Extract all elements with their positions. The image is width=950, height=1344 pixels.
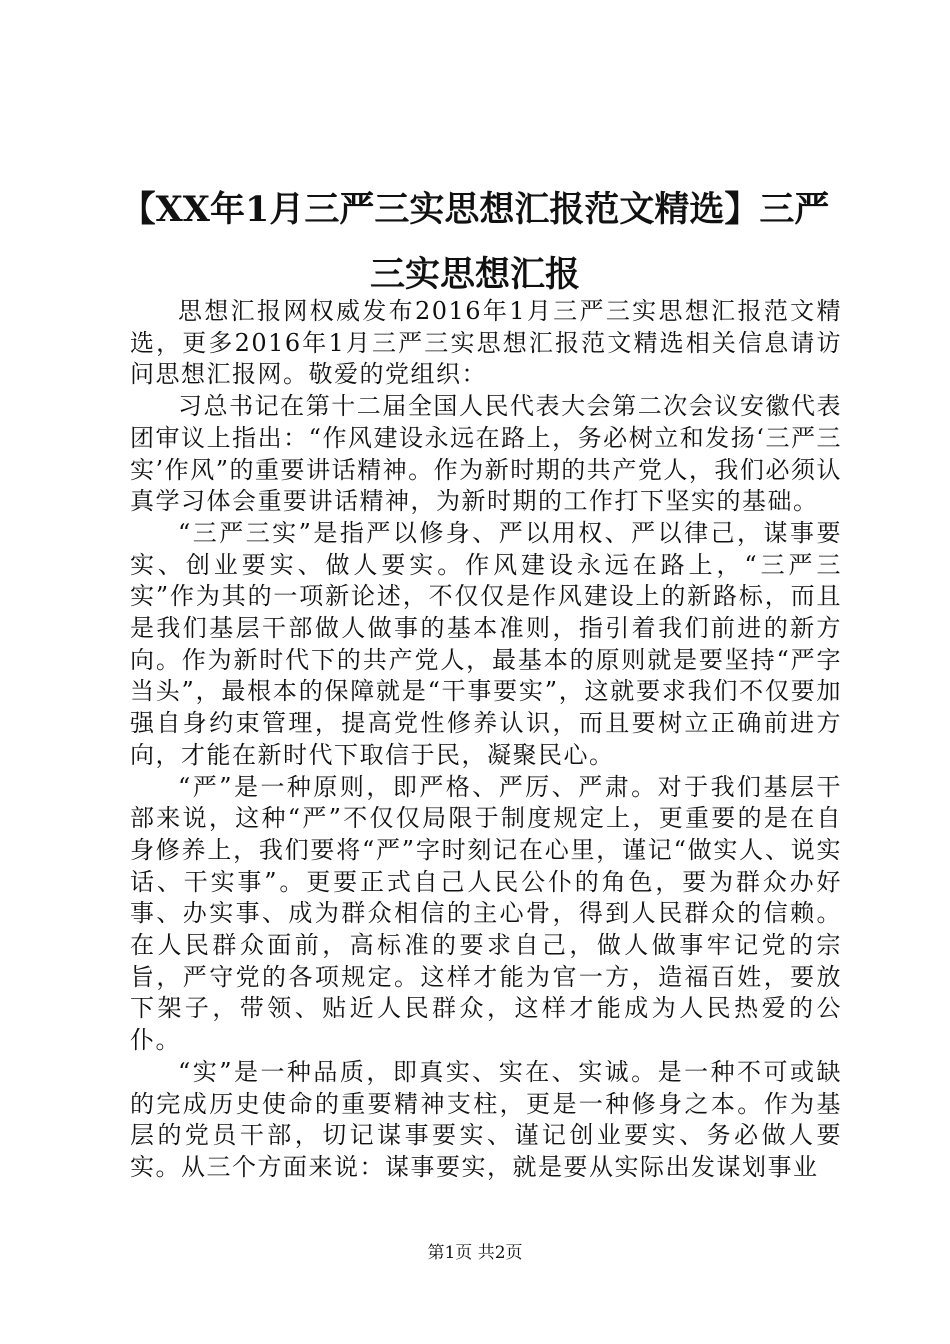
paragraph-practical: “实”是一种品质，即真实、实在、实诚。是一种不可或缺的完成历史使命的重要精神支柱，更是一种修身之本。作为基层的党员干部，切记谋事要实、谨记创业要实、务必做人要实。从三个方面来说：谋事要实，就是要从实际出发谋划事业 [130, 1057, 842, 1181]
document-title: 【XX年1月三严三实思想汇报范文精选】三严三实思想汇报 [120, 189, 830, 295]
page-footer: 第1页 共2页 [427, 1243, 523, 1263]
paragraph-definition: “三严三实”是指严以修身、严以用权、严以律己，谋事要实、创业要实、做人要实。作风建设永远在路上，“三严三实”作为其的一项新论述，不仅仅是作风建设上的新路标，而且是我们基层干部做人做事的基本准则，指引着我们前进的新方向。作为新时代下的共产党人，最基本的原则就是要坚持“严字当头”，最根本的保障就是“干事要实”，这就要求我们不仅要加强自身约束管理，提高党性修养认识，而且要树立正确前进方向，才能在新时代下取信于民，凝聚民心。 [130, 518, 842, 769]
paragraph-strict: “严”是一种原则，即严格、严厉、严肃。对于我们基层干部来说，这种“严”不仅仅局限于制度规定上，更重要的是在自身修养上，我们要将“严”字时刻记在心里，谨记“做实人、说实话、干实事”。更要正式自己人民公仆的角色，要为群众办好事、办实事、成为群众相信的主心骨，得到人民群众的信赖。在人民群众面前，高标准的要求自己，做人做事牢记党的宗旨，严守党的各项规定。这样才能为官一方，造福百姓，要放下架子，带领、贴近人民群众，这样才能成为人民热爱的公仆。 [130, 772, 842, 1055]
document-body [130, 296, 842, 1184]
paragraph-speech: 习总书记在第十二届全国人民代表大会第二次会议安徽代表团审议上指出：“作风建设永远在路上，务必树立和发扬‘三严三实’作风”的重要讲话精神。作为新时期的共产党人，我们必须认真学习体会重要讲话精神，为新时期的工作打下坚实的基础。 [130, 392, 842, 516]
paragraph-intro: 思想汇报网权威发布2016年1月三严三实思想汇报范文精选，更多2016年1月三严三实思想汇报范文精选相关信息请访问思想汇报网。敬爱的党组织： [130, 297, 842, 389]
